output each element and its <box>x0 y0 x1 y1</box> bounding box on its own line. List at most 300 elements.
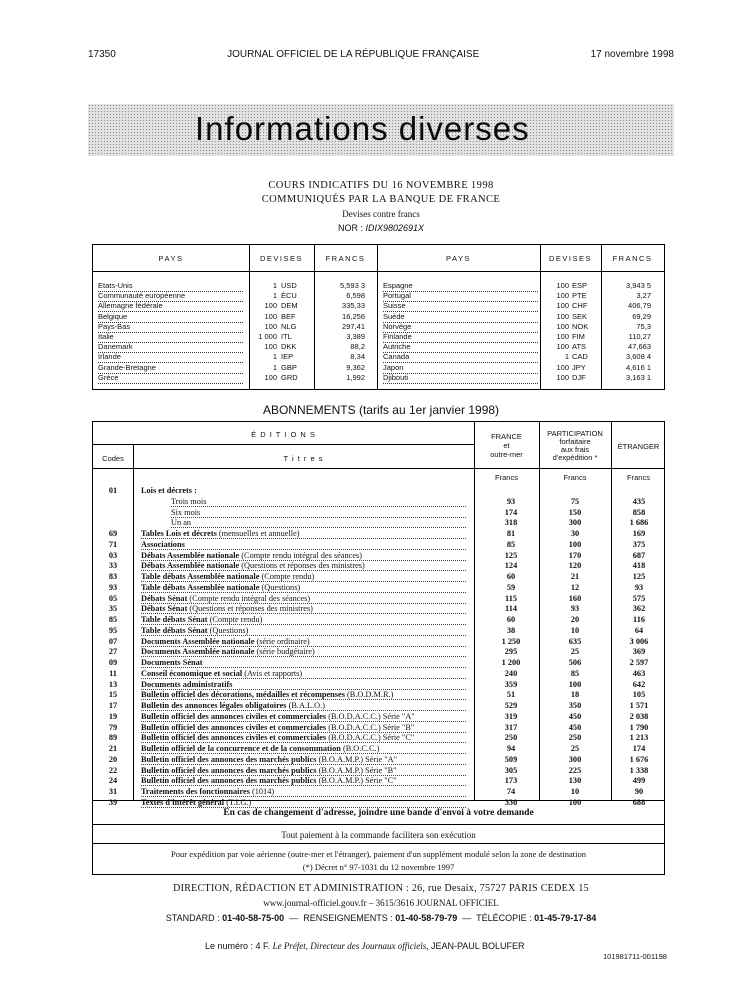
note-paiement: Tout paiement à la commande facilitera son exécution <box>92 824 665 844</box>
rate-quantity: 100 <box>556 321 569 331</box>
rate-quantity: 100 <box>264 301 277 311</box>
subscription-row <box>93 604 664 615</box>
price-participation: 450 <box>568 722 582 732</box>
nor-reference <box>88 223 674 233</box>
price-participation: 170 <box>568 550 582 560</box>
rate-quantity: 1 <box>564 352 569 362</box>
telecopie-label: TÉLÉCOPIE : <box>476 913 532 923</box>
price-etranger: 93 <box>634 582 644 592</box>
nor-value: IDIX9802691X <box>365 223 425 233</box>
rate-francs: 5,593 3 <box>339 281 365 290</box>
price-france: 1 200 <box>501 658 521 667</box>
rate-currency-code: JPY <box>572 362 586 372</box>
price-participation: 18 <box>570 690 580 700</box>
price-participation: 250 <box>568 733 582 743</box>
price-france: 359 <box>504 679 518 689</box>
price-france: 173 <box>504 776 518 786</box>
subscription-title: Table débats Assemblée nationale (Compte rendu) <box>141 572 466 582</box>
subscription-row <box>93 551 664 562</box>
price-participation: 20 <box>570 615 580 624</box>
subscription-code: 35 <box>108 604 118 614</box>
subscription-title: Textes d'intérêt général (T.I.G.) <box>141 798 466 808</box>
note-expedition-line2: (*) Décret n° 97-1031 du 12 novembre 1997 <box>302 862 455 872</box>
price-participation: 225 <box>568 765 582 775</box>
rate-francs: 1,992 <box>346 372 365 382</box>
subscription-title: Débats Sénat (Compte rendu intégral des séances) <box>141 594 466 604</box>
standard-label: STANDARD : <box>165 913 220 923</box>
subscription-code: 31 <box>108 787 118 796</box>
subscription-code: 21 <box>108 744 118 753</box>
subscription-title: Bulletin des annonces légales obligatoires (B.A.L.O.) <box>141 701 466 711</box>
price-etranger: 369 <box>632 647 646 657</box>
subscription-title: Débats Assemblée nationale (Compte rendu intégral des séances) <box>141 551 466 561</box>
standard-number: 01-40-58-75-00 <box>222 913 285 923</box>
price-etranger: 90 <box>634 787 644 796</box>
subscription-title: Bulletin officiel de la concurrence et de la consommation (B.O.C.C.) <box>141 744 466 754</box>
rate-quantity: 100 <box>556 362 569 372</box>
subscription-row <box>93 647 664 658</box>
price-etranger: 125 <box>632 572 646 581</box>
price-participation: 130 <box>568 776 582 786</box>
subscription-title: Table débats Sénat (Questions) <box>141 626 466 636</box>
subscription-code: 22 <box>108 765 118 775</box>
price-etranger: 858 <box>632 507 646 517</box>
rate-francs: 47,663 <box>628 342 651 352</box>
price-france: 125 <box>504 550 518 560</box>
col-header-france: FRANCE et outre-mer <box>490 432 523 459</box>
renseignements-label: RENSEIGNEMENTS : <box>303 913 393 923</box>
subscription-title: Débats Sénat (Questions et réponses des ministres) <box>141 604 466 614</box>
price-etranger: 362 <box>632 604 646 614</box>
rate-quantity: 100 <box>556 301 569 311</box>
rate-currency-code: ÉCU <box>281 291 297 301</box>
subscription-title-lead: Bulletin officiel des annonces des marchés publics <box>141 776 319 786</box>
rate-francs: 75,3 <box>636 321 651 331</box>
rate-francs: 3,163 1 <box>625 372 651 382</box>
cours-heading-1: COURS INDICATIFS DU 16 NOVEMBRE 1998 <box>268 180 494 191</box>
nor-label: NOR : <box>337 223 363 233</box>
rate-currency-code: SEK <box>572 311 588 321</box>
rate-currency-code: GBP <box>281 362 297 372</box>
subscription-row <box>93 594 664 605</box>
rate-quantity: 1 <box>272 291 277 301</box>
rate-currency-code: CAD <box>572 352 588 362</box>
subscription-title: Associations <box>141 540 466 550</box>
col-header-devises-right: DEVISES <box>548 254 592 263</box>
price-participation: 85 <box>570 668 580 678</box>
rate-row <box>93 363 664 373</box>
subscription-title-lead: Bulletin officiel des annonces civiles et commerciales <box>141 733 329 743</box>
price-participation: 100 <box>568 539 582 549</box>
col-header-codes: Codes <box>102 454 124 463</box>
rate-country: Allemagne fédérale <box>98 301 243 312</box>
rate-quantity: 1 <box>272 352 277 362</box>
price-france: 509 <box>504 754 518 764</box>
rate-quantity: 100 <box>556 311 569 321</box>
subscription-title: Table débats Sénat (Compte rendu) <box>141 615 466 625</box>
price-france: 81 <box>506 529 516 538</box>
rate-currency-code: CHF <box>572 301 588 311</box>
subscription-title-lead: Débats Sénat <box>141 604 190 614</box>
price-participation: 25 <box>570 744 580 753</box>
price-etranger: 575 <box>632 593 646 603</box>
price-etranger: 463 <box>632 668 646 678</box>
rate-francs: 6,598 <box>346 291 365 301</box>
rate-currency-code: DJF <box>572 372 586 382</box>
price-france: 330 <box>504 797 518 807</box>
subscription-title-lead: Table débats Assemblée nationale <box>141 582 262 592</box>
price-etranger: 169 <box>632 529 646 538</box>
rate-country: Espagne <box>383 281 538 292</box>
subscription-title: Bulletin officiel des décorations, médailles et récompenses (B.O.D.M.R.) <box>141 690 466 700</box>
price-etranger: 642 <box>632 679 646 689</box>
section-title: Informations diverses <box>195 110 530 147</box>
rate-country: Portugal <box>383 291 538 302</box>
subscription-row <box>93 755 664 766</box>
rate-currency-code: FIM <box>572 332 585 341</box>
price-participation: 300 <box>568 518 582 528</box>
subscription-title-lead: Bulletin officiel des annonces des marchés publics <box>141 765 319 775</box>
subscription-title: Un an <box>171 518 466 528</box>
rate-quantity: 100 <box>264 342 277 352</box>
price-etranger: 2 597 <box>629 658 649 667</box>
journal-title: JOURNAL OFFICIEL DE LA RÉPUBLIQUE FRANÇAISE <box>227 49 480 60</box>
subscription-title: Bulletin officiel des annonces civiles et commerciales (B.O.D.A.C.C.) Série "A" <box>141 712 466 722</box>
subscription-row <box>93 518 664 529</box>
col-header-pays: PAYS <box>158 254 184 263</box>
col-header-pays-right: PAYS <box>446 254 471 263</box>
subscription-code: 85 <box>108 615 118 624</box>
price-etranger: 1 213 <box>629 733 649 743</box>
subscription-code: 33 <box>108 561 118 571</box>
price-france: 94 <box>506 744 516 753</box>
price-france: 318 <box>504 518 518 528</box>
subscription-row <box>93 637 664 648</box>
price-participation: 100 <box>568 679 582 689</box>
rate-country: Suède <box>383 312 538 323</box>
price-france: 295 <box>504 647 518 657</box>
subscription-row <box>93 572 664 583</box>
rate-currency-code: ATS <box>572 342 587 352</box>
price-participation: 300 <box>568 754 582 764</box>
subscription-title-lead: Textes d'intérêt général <box>141 797 227 807</box>
rate-francs: 3,608 4 <box>625 352 651 362</box>
subscription-title-lead: Bulletin officiel des annonces civiles et commerciales <box>141 711 329 721</box>
rate-currency-code: GRD <box>281 372 298 382</box>
rate-currency-code: NLG <box>281 321 297 331</box>
document-reference: 101981711-001198 <box>603 952 667 961</box>
price-etranger: 1 790 <box>629 722 649 732</box>
price-france: 93 <box>506 496 516 506</box>
rate-francs: 3,389 <box>346 332 365 341</box>
rate-country: Communauté européenne <box>98 291 243 302</box>
rate-currency-code: ITL <box>281 332 292 341</box>
subscription-title: Six mois <box>171 508 466 518</box>
col-header-participation: PARTICIPATION forfaitaire aux frais d'expédition * <box>547 429 603 462</box>
footer-direction: DIRECTION, RÉDACTION ET ADMINISTRATION : 26, rue Desaix, 75727 PARIS CEDEX 15 <box>173 883 589 894</box>
rate-country: Etats-Unis <box>98 281 243 292</box>
rate-francs: 4,616 1 <box>625 362 651 372</box>
price-participation: 25 <box>570 647 580 657</box>
rate-row <box>93 322 664 332</box>
subscription-title: Lois et décrets : <box>141 486 197 495</box>
rate-currency-code: BEF <box>281 311 296 321</box>
rate-row <box>93 342 664 352</box>
rate-currency-code: IEP <box>281 352 294 362</box>
rate-country: Suisse <box>383 301 538 312</box>
rate-francs: 88,2 <box>350 342 365 352</box>
unit-participation: Francs <box>563 473 587 482</box>
price-france: 174 <box>504 507 518 517</box>
col-header-francs-right: FRANCS <box>612 254 653 263</box>
rate-country: Irlande <box>98 352 243 363</box>
price-france: 529 <box>504 701 518 710</box>
price-france: 74 <box>506 787 516 796</box>
rate-currency-code: USD <box>281 281 297 290</box>
subscription-code: 09 <box>108 658 118 667</box>
price-france: 240 <box>504 668 518 678</box>
rate-quantity: 1 <box>272 362 277 372</box>
subscription-row <box>93 712 664 723</box>
issue-date: 17 novembre 1998 <box>590 49 674 60</box>
price-participation: 506 <box>568 658 582 667</box>
subscription-title-lead: Documents Assemblée nationale <box>141 647 257 657</box>
subscription-title-lead: Bulletin officiel de la concurrence et de la consommation <box>141 744 343 753</box>
price-participation: 10 <box>570 787 580 796</box>
price-france: 319 <box>504 711 518 721</box>
price-etranger: 1 676 <box>629 754 649 764</box>
rate-quantity: 100 <box>264 311 277 321</box>
subscription-title: Débats Assemblée nationale (Questions et réponses des ministres) <box>141 561 466 571</box>
col-header-editions: É D I T I O N S <box>251 430 316 439</box>
cours-heading-2: COMMUNIQUÉS PAR LA BANQUE DE FRANCE <box>261 194 501 205</box>
price-participation: 93 <box>570 604 580 614</box>
subscription-row <box>93 776 664 787</box>
rate-row <box>93 312 664 322</box>
rate-quantity: 1 <box>272 281 277 290</box>
subscription-row <box>93 787 664 798</box>
subscription-code: 11 <box>109 668 117 678</box>
note-expedition-line1: Pour expédition par voie aérienne (outre-mer et l'étranger), paiement d'un supplément modulé selon la zone de destination <box>171 849 586 859</box>
subscription-row <box>93 626 664 637</box>
subscription-row <box>93 723 664 734</box>
rate-country: Japon <box>383 363 538 374</box>
exchange-rates-table <box>92 244 665 390</box>
price-france: 1 250 <box>501 636 521 646</box>
subscription-title: Bulletin officiel des annonces des marchés publics (B.O.A.M.P.) Série "A" <box>141 755 466 765</box>
price-etranger: 688 <box>632 797 646 807</box>
price-participation: 10 <box>570 625 580 635</box>
price-etranger: 174 <box>632 744 646 753</box>
rate-currency-code: DEM <box>281 301 298 311</box>
price-participation: 350 <box>568 701 582 710</box>
rate-currency-code: ESP <box>572 281 588 290</box>
subscription-title: Documents administratifs <box>141 680 466 690</box>
subscription-row <box>93 508 664 519</box>
subscription-row <box>93 561 664 572</box>
subscription-title-lead: Débats Assemblée nationale <box>141 561 242 571</box>
telecopie-number: 01-45-79-17-84 <box>534 913 597 923</box>
rate-francs: 406,79 <box>628 301 651 311</box>
abonnements-title: ABONNEMENTS (tarifs au 1er janvier 1998) <box>262 403 500 417</box>
price-participation: 635 <box>568 636 582 646</box>
subscription-row <box>93 540 664 551</box>
rate-francs: 8,34 <box>350 352 365 362</box>
subscription-row <box>93 733 664 744</box>
price-france: 60 <box>506 572 516 581</box>
subscription-code: 03 <box>108 550 118 560</box>
rate-country: Norvège <box>383 322 538 333</box>
subscription-title-lead: Bulletin des annonces légales obligatoires <box>141 701 289 710</box>
subscription-code: 39 <box>108 797 118 807</box>
price-france: 60 <box>506 615 516 624</box>
subscription-title-lead: Table débats Sénat <box>141 615 210 624</box>
footer-contacts: STANDARD : 01-40-58-75-00 — RENSEIGNEMENTS : 01-40-58-79-79 — TÉLÉCOPIE : 01-45-79-17-84 <box>165 913 597 923</box>
rate-quantity: 100 <box>556 332 569 341</box>
subscription-title: Trois mois <box>171 497 466 507</box>
col-header-devises: DEVISES <box>259 254 303 263</box>
col-header-titres: T i t r e s <box>283 454 324 463</box>
subscription-title-lead: Bulletin officiel des annonces des marchés publics <box>141 754 319 764</box>
subscription-title: Documents Sénat <box>141 658 466 668</box>
unit-etranger: Francs <box>627 473 650 482</box>
subscription-code: 89 <box>108 733 118 743</box>
subscription-title-lead: Tables Lois et décrets <box>141 529 219 538</box>
subscription-code: 69 <box>108 529 118 538</box>
price-etranger: 418 <box>632 561 646 571</box>
rate-francs: 16,256 <box>342 311 365 321</box>
price-participation: 120 <box>568 561 582 571</box>
rate-francs: 3,27 <box>636 291 651 301</box>
rate-francs: 297,41 <box>342 321 365 331</box>
subscription-row <box>93 690 664 701</box>
subscription-code: 24 <box>108 776 118 786</box>
rate-quantity: 1 000 <box>258 332 277 341</box>
subscription-title-lead: Bulletin officiel des décorations, médailles et récompenses <box>141 690 348 700</box>
subscription-code: 05 <box>108 593 118 603</box>
signataire: JEAN-PAUL BOLUFER <box>430 941 525 951</box>
subscription-code: 20 <box>108 754 118 764</box>
subscription-title: Tables Lois et décrets (mensuelles et annuelle) <box>141 529 466 539</box>
subscription-code: 19 <box>108 711 118 721</box>
subscription-title: Bulletin officiel des annonces civiles et commerciales (B.O.D.A.C.C.) Série "C" <box>141 733 466 743</box>
rate-quantity: 100 <box>556 342 569 352</box>
price-france: 317 <box>504 722 518 732</box>
col-header-francs: FRANCS <box>325 254 366 263</box>
price-etranger: 2 038 <box>629 711 649 721</box>
subscription-code: 79 <box>108 722 118 732</box>
rate-currency-code: DKK <box>281 342 297 352</box>
subscription-code: 17 <box>108 701 118 710</box>
unit-france: Francs <box>495 473 518 482</box>
price-participation: 150 <box>568 507 582 517</box>
rate-row <box>93 301 664 311</box>
price-etranger: 1 686 <box>629 518 649 528</box>
subscriptions-table <box>92 421 665 807</box>
page-header <box>88 49 674 63</box>
subscription-title: Documents Assemblée nationale (série ordinaire) <box>141 637 466 647</box>
rate-country: Djibouti <box>383 373 538 384</box>
price-participation: 75 <box>570 496 580 506</box>
subscription-code: 95 <box>108 625 118 635</box>
subscription-title: Documents Assemblée nationale (série budgétaire) <box>141 647 466 657</box>
price-france: 85 <box>506 539 516 549</box>
subscription-row <box>93 669 664 680</box>
subscription-title: Traitements des fonctionnaires (1014) <box>141 787 466 797</box>
subscription-row <box>93 744 664 755</box>
price-participation: 21 <box>570 572 580 581</box>
subscription-row <box>93 486 664 497</box>
note-expedition <box>92 843 665 875</box>
rate-francs: 69,29 <box>632 311 651 321</box>
rate-row <box>93 281 664 291</box>
subscription-title-lead: Débats Assemblée nationale <box>141 550 242 560</box>
prefet-text: Le Préfet, Directeur des Journaux officiels, <box>272 941 429 951</box>
subscription-row <box>93 615 664 626</box>
price-etranger: 116 <box>633 615 645 624</box>
note-changement: En cas de changement d'adresse, joindre une bande d'envoi à votre demande <box>92 800 665 825</box>
price-etranger: 3 006 <box>629 636 649 646</box>
subscription-title-lead: Traitements des fonctionnaires <box>141 787 252 796</box>
subscription-title-lead: Bulletin officiel des annonces civiles et commerciales <box>141 722 329 732</box>
subscription-code: 01 <box>108 486 118 495</box>
rate-country: Grèce <box>98 373 243 384</box>
footer-numero <box>205 941 525 951</box>
subscription-code: 83 <box>108 572 118 581</box>
subscription-row <box>93 701 664 712</box>
price-participation: 30 <box>570 529 580 538</box>
subscription-title-lead: Documents Assemblée nationale <box>141 636 257 646</box>
rate-currency-code: PTE <box>572 291 587 301</box>
subscription-code: 71 <box>108 539 118 549</box>
footer-web: www.journal-officiel.gouv.fr – 3615/3616 JOURNAL OFFICIEL <box>263 898 499 908</box>
rate-row <box>93 332 664 342</box>
price-france: 38 <box>506 625 516 635</box>
rate-country: Grande-Bretagne <box>98 363 243 374</box>
price-participation: 100 <box>568 797 582 807</box>
subscription-title-lead: Table débats Sénat <box>141 625 210 635</box>
price-etranger: 1 338 <box>629 765 649 775</box>
col-header-etranger: ÉTRANGER <box>617 442 660 451</box>
rate-country: Danemark <box>98 342 243 353</box>
subscription-title-lead: Conseil économique et social <box>141 668 245 678</box>
subscription-row <box>93 497 664 508</box>
price-etranger: 64 <box>634 625 644 635</box>
subscription-row <box>93 680 664 691</box>
price-participation: 160 <box>568 593 582 603</box>
subscription-row <box>93 766 664 777</box>
subscription-code: 93 <box>108 582 118 592</box>
subscription-code: 07 <box>108 636 118 646</box>
rate-currency-code: NOK <box>572 321 589 331</box>
rate-quantity: 100 <box>264 321 277 331</box>
rate-country: Autriche <box>383 342 538 353</box>
price-participation: 450 <box>568 711 582 721</box>
price-france: 59 <box>506 582 516 592</box>
rate-country: Pays-Bas <box>98 322 243 333</box>
price-etranger: 435 <box>632 496 646 506</box>
rate-francs: 3,943 5 <box>625 281 651 290</box>
subscription-row <box>93 658 664 669</box>
price-france: 115 <box>505 593 517 603</box>
subscription-row <box>93 529 664 540</box>
rate-quantity: 100 <box>556 291 569 301</box>
price-etranger: 1 571 <box>629 701 649 710</box>
renseignements-number: 01-40-58-79-79 <box>395 913 458 923</box>
rate-row <box>93 352 664 362</box>
subscription-code: 15 <box>108 690 118 700</box>
subscription-title: Bulletin officiel des annonces civiles et commerciales (B.O.D.A.C.C.) Série "B" <box>141 723 466 733</box>
